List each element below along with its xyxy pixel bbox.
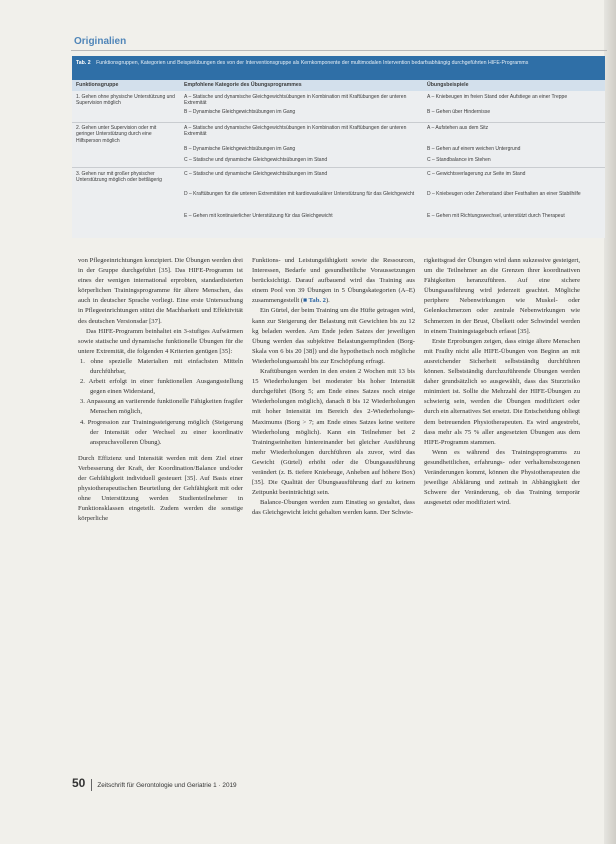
paragraph: Erste Erprobungen zeigen, dass einige ältere Menschen mit Frailty nicht alle HIFE-Übungen von Beginn an mit ausreichender Sicherheit selbstständig durchführen können. Selbstständig durchzuführende Übungen werden daher grundsätzlich so ausgewählt, dass das Sturzrisiko minimiert ist. Sollte die Mehrzahl der HIFE-Übungen zu schwierig sein, werden die Übungen modifiziert oder durch ein alternatives Set ersetzt. Die Entscheidung obliegt dem betreuenden Physiotherapeuten. Es wird angestrebt, dass mehr als 75 % aller angesetzten Übungen aus dem HIFE-Programm stammen. <box>424 337 581 446</box>
table-header-group: Funktionsgruppe <box>76 82 119 88</box>
section-label: Originalien <box>74 36 127 47</box>
table-cell-example: C – Gewichtsverlagerung zur Seite im Stand <box>427 171 526 177</box>
column-middle <box>252 256 415 518</box>
table-cell-category: B – Dynamische Gleichgewichtsübungen im Gang <box>184 109 296 115</box>
scan-edge-shadow <box>604 0 616 844</box>
table-caption-text: Funktionsgruppen, Kategorien und Beispielübungen des von der Interventionsgruppe als Kernkomponente der multimodalen Intervention bedarfsabhängig durchgeführten HIFE-Programms <box>96 60 529 66</box>
paragraph-text: Funktions- und Leistungsfähigkeit sowie die Ressourcen, Interessen, Bedarfe und gesundheitliche Voraussetzungen berücksichtigt. Darauf aufbauend wird das Training aus einem Pool von 39 Übungen in 5 Übungskategorien (A–E) zusammengestellt ( <box>252 257 415 305</box>
paragraph-text: ). <box>325 297 330 305</box>
journal-name: Zeitschrift für Gerontologie und Geriatrie 1 · 2019 <box>97 782 237 789</box>
table-row-divider <box>72 122 605 123</box>
paragraph: Balance-Übungen werden zum Einstieg so gestaltet, dass das Gleichgewicht leicht gehalten werden kann. Der Schwie- <box>252 499 415 517</box>
paragraph: Das HIFE-Programm beinhaltet ein 3-stufiges Aufwärmen sowie statische und dynamische funktionelle Übungen für die untere Extremität, die folgenden 4 Kriterien genügen [35]: <box>78 327 243 355</box>
list-item: 3. Anpassung an variierende funktionelle Fähigkeiten fragiler Menschen möglich, <box>80 398 243 416</box>
table-header-row <box>72 80 605 91</box>
footer-divider <box>91 779 92 791</box>
list-item: 2. Arbeit erfolgt in einer funktionellen Ausgangsstellung gegen einen Widerstand, <box>80 378 243 396</box>
table-cell-category: E – Gehen mit kontinuierlicher Unterstützung für das Gleichgewicht <box>184 213 333 219</box>
table-cell-category: B – Dynamische Gleichgewichtsübungen im Gang <box>184 146 296 152</box>
paragraph: Kraftübungen werden in den ersten 2 Wochen mit 13 bis 15 Wiederholungen bei moderater bis hoher Intensität durchgeführt (Borg 5; am Ende eines Satzes noch einige Wiederholungen möglich), danach 8 bis 12 Wiederholungen mit hoher Intensität im Bereich des 2-Wiederholungs-Maximums (Borg > 7; am Ende eines Satzes keine weitere Wiederholung möglich). Kann ein Teilnehmer bei 2 Trainingseinheiten hintereinander bei gleicher Ausführung mehr Wiederholungen durchführen als zuvor, wird das Gewicht (Gürtel) erhöht oder die Übungsausführung verändert (z. B. tiefere Kniebeuge, Anheben auf höhere Box) [35]. Die Qualität der Übungsausführung darf zu keinem Zeitpunkt beeinträchtigt sein. <box>252 368 415 497</box>
table-body <box>72 91 605 238</box>
table-cell-category: C – Statische und dynamische Gleichgewichtsübungen im Stand <box>184 171 328 177</box>
table-cell-group: 2. Gehen unter Supervision oder mit geringer Unterstützung durch eine Hilfsperson möglich <box>76 125 157 144</box>
table-cell-example: A – Kniebeugen im freien Stand oder Aufstiege an einer Treppe <box>427 94 568 100</box>
table-header-category: Empfohlene Kategorie des Übungsprogrammes <box>184 82 302 88</box>
paragraph: von Pflegeeinrichtungen konzipiert. Die Übungen werden drei in der Gruppe durchgeführt [35]. Das HIFE-Programm ist eines der wenigen international erprobten, standardisierten körperlichen Trainingsprogramme für ältere Menschen, das auch in deutscher Sprache vorliegt. Eine erste Untersuchung in Pflegeeinrichtungen stützt die Machbarkeit und Effektivität des deutschen Versionsdar [37]. <box>78 257 243 325</box>
list-item: 1. ohne spezielle Materialien mit einfachsten Mitteln durchführbar, <box>80 357 243 376</box>
table-cell-category: A – Statische und dynamische Gleichgewichtsübungen in Kombination mit Kraftübungen der unteren Extremität <box>184 94 407 107</box>
table-row-divider <box>72 167 605 168</box>
table-cell-example: B – Gehen auf einem weichen Untergrund <box>427 146 521 152</box>
page-footer <box>72 776 372 791</box>
table-cell-example: E – Gehen mit Richtungswechsel, unterstützt durch Therapeut <box>427 213 565 219</box>
column-left <box>78 256 243 524</box>
table-cell-example: B – Gehen über Hindernisse <box>427 109 491 115</box>
table-cell-category: C – Statische und dynamische Gleichgewichtsübungen im Stand <box>184 157 328 163</box>
table-header-examples: Übungsbeispiele <box>427 82 469 88</box>
table-cell-example: A – Aufstehen aus dem Sitz <box>427 125 489 131</box>
paragraph: Wenn es während des Trainingsprogramms zu gesundheitlichen, erfahrungs- oder verhaltensbezogenen Veränderungen kommt, können die Physiotherapeuten die jeweilige Abklärung und zeitnah in Abhängigkeit der Schwere der Veränderung, ob das Training temporär ausgesetzt oder modifiziert wird. <box>424 448 580 507</box>
table-2 <box>72 56 605 238</box>
criteria-list <box>78 357 243 448</box>
paragraph: rigkeitsgrad der Übungen wird dann sukzessive gesteigert, um die Teilnehmer an die Grenzen ihrer koordinativen Fähigkeiten heranzuführen. Auf eine sichere Übungsausführung wird jederzeit geachtet. Mögliche periphere Nebenwirkungen wie Muskel- oder Gelenkschmerzen oder zentrale Nebenwirkungen wie Schmerzen in der Brust, Übelkeit oder Schwindel werden in einem Trainingstagebuch erfasst [35]. <box>424 257 580 335</box>
list-item: 4. Progression zur Trainingssteigerung möglich (Steigerung der Intensität oder Wechsel zu einer koordinativ anspruchsvolleren Übung). <box>80 418 243 446</box>
table-reference-link[interactable]: ■ Tab. 2 <box>303 297 326 305</box>
paragraph <box>252 256 415 306</box>
paragraph: Ein Gürtel, der beim Training um die Hüfte getragen wird, kann zur Steigerung der Belastung mit Gewichten bis zu 12 kg beladen werden. Am Ende jeden Satzes der jeweiligen Übung werden das subjektive Belastungsempfinden (Borg-Skala von 6 bis 20 [38]) und die hypothetisch noch mögliche Wiederholungsanzahl bis zur Erschöpfung erfragt. <box>252 307 415 365</box>
paragraph: Durch Effizienz und Intensität werden mit dem Ziel einer Verbesserung der Kraft, der Koordination/Balance und/oder der Gehfähigkeit individuell gesteuert [35]. Auf Basis einer physiotherapeutischen Beurteilung der Gehfähigkeit mit oder ohne Unterstützung werden Studienteilnehmer in Funktionsklassen eingeteilt. Zudem werden die sonstige körperliche <box>78 454 243 523</box>
page-number: 50 <box>72 776 86 790</box>
table-cell-example: D – Kniebeugen oder Zehenstand über Festhalten an einer Stabilhilfe <box>427 191 581 197</box>
header-rule <box>71 50 607 51</box>
table-cell-group: 3. Gehen nur mit großer physischer Unterstützung möglich oder bettlägerig <box>76 171 162 184</box>
table-caption <box>72 56 605 80</box>
column-right <box>424 256 580 508</box>
table-cell-category: D – Kraftübungen für die unteren Extremitäten mit kardiovaskulärer Unterstützung für das Gleichgewicht <box>184 191 415 197</box>
table-cell-group: 1. Gehen ohne physische Unterstützung und Supervision möglich <box>76 94 175 107</box>
table-cell-category: A – Statische und dynamische Gleichgewichtsübungen in Kombination mit Kraftübungen der unteren Extremität <box>184 125 407 138</box>
table-caption-label: Tab. 2 <box>76 60 91 66</box>
table-cell-example: C – Standbalance im Stehen <box>427 157 491 163</box>
